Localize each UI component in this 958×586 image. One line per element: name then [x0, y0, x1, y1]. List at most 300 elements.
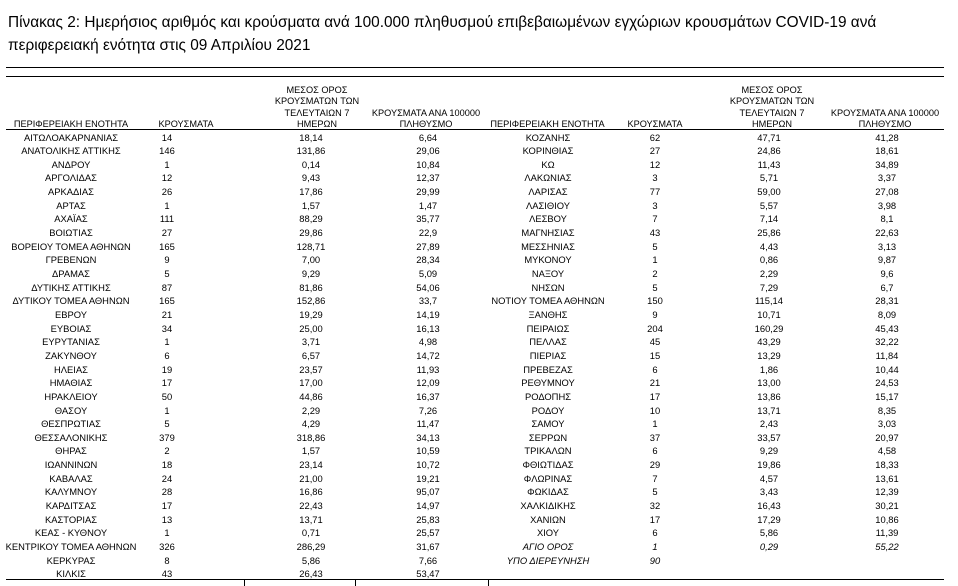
left-cell-unit: ΑΡΚΑΔΙΑΣ: [48, 186, 94, 198]
left-cell-per100k: 29,99: [416, 186, 440, 198]
right-cell-cases: 5: [652, 240, 658, 252]
right-cell-per100k: 3,03: [877, 418, 897, 430]
right-cell-unit: ΦΩΚΙΔΑΣ: [527, 486, 569, 498]
left-cell-per100k: 10,72: [416, 459, 440, 471]
left-cell-per100k: 35,77: [416, 213, 440, 225]
left-cell-cases: 17: [161, 500, 173, 512]
right-cell-per100k: 3,98: [877, 199, 897, 211]
left-cell-unit: ΑΧΑΪΑΣ: [54, 213, 88, 225]
right-table-row: [0, 294, 958, 308]
left-cell-per100k: 19,21: [416, 472, 440, 484]
left-header-cases: ΚΡΟΥΣΜΑΤΑ: [158, 118, 214, 129]
left-cell-avg: 81,86: [299, 281, 323, 293]
left-cell-avg: 131,86: [296, 145, 326, 157]
left-cell-unit: ΑΙΤΩΛΟΑΚΑΡΝΑΝΙΑΣ: [23, 131, 119, 143]
right-cell-avg: 24,86: [757, 145, 781, 157]
right-cell-unit: ΝΑΞΟΥ: [531, 268, 565, 279]
right-cell-unit: ΡΟΔΟΥ: [531, 404, 565, 416]
left-cell-avg: 17,86: [299, 186, 323, 198]
left-cell-unit: ΘΕΣΠΡΩΤΙΑΣ: [41, 418, 101, 430]
left-cell-per100k: 1,47: [418, 199, 438, 211]
right-cell-cases: 6: [652, 527, 658, 539]
right-cell-per100k: 11,39: [875, 527, 899, 539]
left-cell-unit: ΔΡΑΜΑΣ: [52, 268, 90, 279]
left-cell-avg: 7,00: [301, 254, 321, 266]
left-cell-avg: 286,29: [296, 541, 326, 552]
left-cell-cases: 13: [161, 513, 173, 525]
right-cell-per100k: 9,6: [880, 268, 894, 279]
right-table-row: [0, 349, 958, 363]
right-cell-cases: 62: [649, 131, 661, 143]
right-cell-per100k: 45,43: [875, 322, 899, 334]
left-cell-per100k: 4,98: [418, 336, 438, 348]
left-cell-cases: 24: [161, 472, 173, 484]
right-cell-per100k: 8,1: [880, 213, 894, 225]
right-cell-avg: 17,29: [757, 513, 781, 525]
left-cell-avg: 17,00: [299, 377, 323, 389]
left-cell-cases: 1: [164, 158, 170, 170]
right-cell-unit: ΡΟΔΟΠΗΣ: [524, 390, 572, 402]
column-divider: [244, 579, 245, 586]
right-cell-cases: 6: [652, 445, 658, 457]
right-cell-cases: 3: [652, 199, 658, 211]
right-cell-per100k: 6,7: [880, 281, 894, 293]
right-cell-avg: 5,86: [759, 527, 779, 539]
right-cell-per100k: 10,44: [875, 363, 899, 375]
right-cell-per100k: 3,13: [877, 240, 897, 252]
left-cell-unit: ΘΗΡΑΣ: [55, 445, 87, 457]
left-cell-avg: 23,57: [299, 363, 323, 375]
right-cell-cases: 43: [649, 227, 661, 239]
right-cell-unit: ΛΕΣΒΟΥ: [529, 213, 567, 225]
right-cell-avg: 7,29: [759, 281, 779, 293]
right-cell-unit: ΣΑΜΟΥ: [531, 418, 565, 430]
left-cell-unit: ΚΑΒΑΛΑΣ: [49, 472, 93, 484]
right-cell-cases: 1: [652, 541, 658, 552]
left-cell-per100k: 34,13: [416, 431, 440, 443]
left-cell-per100k: 25,83: [416, 513, 440, 525]
right-table-row: [0, 513, 958, 527]
left-cell-avg: 16,86: [299, 486, 323, 498]
left-cell-cases: 2: [164, 445, 170, 457]
left-cell-per100k: 54,06: [416, 281, 440, 293]
right-cell-unit: ΣΕΡΡΩΝ: [528, 431, 568, 443]
left-cell-avg: 25,00: [299, 322, 323, 334]
right-cell-avg: 1,86: [759, 363, 779, 375]
left-cell-unit: ΕΥΒΟΙΑΣ: [50, 322, 92, 334]
left-cell-cases: 50: [161, 390, 173, 402]
right-table-row: [0, 335, 958, 349]
left-cell-avg: 21,00: [299, 472, 323, 484]
left-cell-cases: 1: [164, 404, 170, 416]
left-cell-avg: 6,57: [301, 349, 321, 361]
left-cell-cases: 165: [159, 240, 175, 252]
left-cell-cases: 17: [161, 377, 173, 389]
left-cell-per100k: 27,89: [416, 240, 440, 252]
left-cell-avg: 23,14: [299, 459, 323, 471]
left-cell-avg: 5,86: [301, 554, 321, 566]
left-cell-avg: 22,43: [299, 500, 323, 512]
right-table-row: [0, 417, 958, 431]
right-cell-unit: ΜΑΓΝΗΣΙΑΣ: [521, 227, 575, 239]
right-cell-avg: 33,57: [757, 431, 781, 443]
right-cell-unit: ΤΡΙΚΑΛΩΝ: [524, 445, 572, 457]
right-cell-per100k: 9,87: [877, 254, 897, 266]
right-cell-per100k: 28,31: [875, 295, 899, 307]
left-cell-cases: 379: [159, 431, 175, 443]
right-cell-avg: 115,14: [755, 295, 783, 307]
left-cell-avg: 26,43: [299, 568, 323, 580]
right-cell-cases: 45: [649, 336, 661, 348]
right-cell-avg: 4,43: [759, 240, 779, 252]
right-cell-avg: 10,71: [757, 308, 781, 320]
left-cell-per100k: 22,9: [418, 227, 438, 239]
left-cell-cases: 43: [161, 568, 173, 580]
left-cell-cases: 14: [161, 131, 173, 143]
right-table-row: [0, 444, 958, 458]
right-cell-avg: 0,86: [759, 254, 779, 266]
left-cell-unit: ΗΡΑΚΛΕΙΟΥ: [44, 390, 98, 402]
right-header-avg: ΜΕΣΟΣ ΟΡΟΣ ΚΡΟΥΣΜΑΤΩΝ ΤΩΝ ΤΕΛΕΥΤΑΙΩΝ 7 ΗΜΕΡΩΝ: [729, 85, 815, 129]
column-divider: [355, 579, 356, 586]
left-cell-cases: 146: [159, 145, 175, 157]
right-cell-cases: 7: [652, 213, 658, 225]
left-cell-per100k: 14,72: [416, 349, 440, 361]
left-cell-cases: 27: [161, 227, 173, 239]
bottom-rule: [6, 579, 944, 580]
right-table-row: [0, 404, 958, 418]
left-cell-per100k: 16,13: [416, 322, 440, 334]
left-cell-unit: ΑΝΑΤΟΛΙΚΗΣ ΑΤΤΙΚΗΣ: [21, 145, 121, 157]
right-table-row: [0, 281, 958, 295]
table-title: Πίνακας 2: Ημερήσιος αριθμός και κρούσματα ανά 100.000 πληθυσμού επιβεβαιωμένων εγχώριων κρουσμάτων COVID-19 ανά περιφερειακή ενότητα στις 09 Απριλίου 2021: [8, 14, 877, 54]
left-cell-per100k: 14,19: [416, 308, 440, 320]
left-cell-avg: 1,57: [301, 199, 321, 211]
right-cell-avg: 13,29: [757, 349, 781, 361]
right-cell-per100k: 13,61: [875, 472, 899, 484]
right-cell-unit: ΦΘΙΩΤΙΔΑΣ: [522, 459, 574, 471]
right-cell-unit: ΜΕΣΣΗΝΙΑΣ: [521, 240, 575, 252]
right-cell-unit: ΠΕΛΛΑΣ: [529, 336, 567, 348]
right-cell-unit: ΛΑΡΙΣΑΣ: [528, 186, 568, 198]
left-header-unit: ΠΕΡΙΦΕΡΕΙΑΚΗ ΕΝΟΤΗΤΑ: [13, 118, 129, 129]
left-header-per100k: ΚΡΟΥΣΜΑΤΑ ΑΝΑ 100000 ΠΛΗΘΥΣΜΟ: [371, 107, 481, 129]
left-cell-cases: 5: [164, 268, 170, 279]
right-cell-cases: 150: [647, 295, 663, 307]
left-cell-unit: ΘΑΣΟΥ: [54, 404, 88, 416]
right-cell-avg: 13,00: [757, 377, 781, 389]
right-cell-per100k: 3,37: [877, 172, 897, 184]
right-cell-cases: 9: [652, 308, 658, 320]
left-cell-cases: 111: [159, 213, 175, 225]
right-cell-unit: ΠΡΕΒΕΖΑΣ: [523, 363, 573, 375]
right-cell-avg: 7,14: [759, 213, 779, 225]
right-cell-per100k: 10,86: [875, 513, 899, 525]
left-cell-per100k: 6,64: [418, 131, 438, 143]
right-cell-avg: 43,29: [757, 336, 781, 348]
right-cell-avg: 160,29: [754, 322, 784, 334]
left-cell-avg: 2,29: [301, 404, 321, 416]
right-cell-cases: 10: [649, 404, 661, 416]
left-cell-cases: 326: [159, 541, 175, 552]
right-table-row: [0, 199, 958, 213]
left-cell-per100k: 11,93: [416, 363, 440, 375]
left-cell-unit: ΕΥΡΥΤΑΝΙΑΣ: [42, 336, 100, 348]
left-cell-unit: ΚΕΑΣ - ΚΥΘΝΟΥ: [34, 527, 108, 539]
left-cell-unit: ΚΕΡΚΥΡΑΣ: [46, 554, 96, 566]
left-cell-avg: 318,86: [296, 431, 326, 443]
right-cell-cases: 15: [649, 349, 661, 361]
right-cell-unit: ΠΕΙΡΑΙΩΣ: [526, 322, 570, 334]
left-cell-avg: 9,43: [301, 172, 321, 184]
right-header-per100k: ΚΡΟΥΣΜΑΤΑ ΑΝΑ 100000 ΠΛΗΘΥΣΜΟ: [830, 107, 940, 129]
right-cell-per100k: 8,09: [877, 308, 897, 320]
left-cell-avg: 19,29: [299, 308, 323, 320]
right-table-row: [0, 308, 958, 322]
left-cell-unit: ΚΙΛΚΙΣ: [56, 568, 86, 580]
right-header-unit: ΠΕΡΙΦΕΡΕΙΑΚΗ ΕΝΟΤΗΤΑ: [490, 118, 605, 129]
right-table-row: [0, 185, 958, 199]
left-cell-cases: 34: [161, 322, 173, 334]
right-table-row: [0, 267, 958, 281]
right-table-row: [0, 363, 958, 377]
left-cell-cases: 87: [161, 281, 173, 293]
right-cell-avg: 25,86: [757, 227, 781, 239]
right-cell-avg: 11,43: [757, 158, 781, 170]
right-table-row: [0, 322, 958, 336]
right-cell-unit: ΑΓΙΟ ΟΡΟΣ: [522, 541, 574, 552]
left-cell-avg: 0,14: [301, 158, 321, 170]
left-cell-cases: 9: [164, 254, 170, 266]
right-cell-per100k: 18,33: [875, 459, 899, 471]
left-cell-unit: ΔΥΤΙΚΗΣ ΑΤΤΙΚΗΣ: [31, 281, 111, 293]
left-cell-per100k: 7,66: [418, 554, 438, 566]
right-cell-per100k: 41,28: [875, 131, 899, 143]
left-cell-unit: ΚΑΣΤΟΡΙΑΣ: [44, 513, 98, 525]
right-cell-avg: 2,43: [759, 418, 779, 430]
left-cell-cases: 6: [164, 349, 170, 361]
right-cell-per100k: 15,17: [875, 390, 899, 402]
left-cell-avg: 0,71: [301, 527, 321, 539]
right-cell-cases: 1: [652, 254, 658, 266]
left-cell-per100k: 95,07: [416, 486, 440, 498]
right-cell-avg: 4,57: [759, 472, 779, 484]
right-table-row: [0, 171, 958, 185]
right-cell-avg: 59,00: [757, 186, 781, 198]
right-cell-cases: 77: [649, 186, 661, 198]
left-cell-per100k: 10,84: [416, 158, 440, 170]
right-cell-unit: ΚΟΖΑΝΗΣ: [525, 131, 571, 143]
right-cell-cases: 17: [649, 513, 661, 525]
right-cell-cases: 6: [652, 363, 658, 375]
right-cell-avg: 2,29: [759, 268, 779, 279]
right-table-row: [0, 499, 958, 513]
right-table-row: [0, 253, 958, 267]
right-cell-avg: 47,71: [757, 131, 781, 143]
left-cell-avg: 13,71: [299, 513, 323, 525]
right-cell-cases: 2: [652, 268, 658, 279]
left-cell-unit: ΓΡΕΒΕΝΩΝ: [45, 254, 97, 266]
right-table-row: [0, 212, 958, 226]
left-cell-unit: ΔΥΤΙΚΟΥ ΤΟΜΕΑ ΑΘΗΝΩΝ: [12, 295, 130, 307]
left-cell-cases: 1: [164, 527, 170, 539]
right-cell-unit: ΧΑΝΙΩΝ: [530, 513, 566, 525]
left-cell-unit: ΚΑΡΔΙΤΣΑΣ: [45, 500, 97, 512]
left-cell-unit: ΗΛΕΙΑΣ: [54, 363, 88, 375]
left-cell-cases: 19: [161, 363, 173, 375]
right-table-row: [0, 431, 958, 445]
right-cell-avg: 5,71: [759, 172, 779, 184]
right-cell-cases: 29: [649, 459, 661, 471]
right-cell-cases: 17: [649, 390, 661, 402]
right-cell-per100k: 34,89: [875, 158, 899, 170]
left-cell-per100k: 10,59: [416, 445, 440, 457]
right-cell-per100k: 20,97: [875, 431, 899, 443]
right-cell-cases: 27: [649, 145, 661, 157]
right-cell-unit: ΧΑΛΚΙΔΙΚΗΣ: [520, 500, 576, 512]
right-cell-per100k: 22,63: [875, 227, 899, 239]
right-cell-unit: ΞΑΝΘΗΣ: [528, 308, 568, 320]
right-header-cases: ΚΡΟΥΣΜΑΤΑ: [627, 118, 683, 129]
right-cell-unit: ΥΠΟ ΔΙΕΡΕΥΝΗΣΗ: [506, 554, 590, 566]
right-table-row: [0, 376, 958, 390]
left-cell-avg: 44,86: [299, 390, 323, 402]
left-cell-avg: 128,71: [296, 240, 326, 252]
left-cell-unit: ΖΑΚΥΝΘΟΥ: [45, 349, 97, 361]
right-cell-avg: 16,43: [757, 500, 781, 512]
left-cell-cases: 26: [161, 186, 173, 198]
right-table-row: [0, 226, 958, 240]
left-cell-avg: 9,29: [301, 268, 321, 279]
left-cell-cases: 12: [161, 172, 173, 184]
left-cell-per100k: 53,47: [416, 568, 440, 580]
right-cell-avg: 9,29: [759, 445, 779, 457]
left-cell-cases: 165: [159, 295, 175, 307]
left-cell-unit: ΑΡΤΑΣ: [56, 199, 86, 211]
right-cell-per100k: 55,22: [875, 541, 899, 552]
right-cell-unit: ΦΛΩΡΙΝΑΣ: [523, 472, 573, 484]
left-cell-cases: 8: [164, 554, 170, 566]
right-cell-per100k: 11,84: [875, 349, 899, 361]
right-table-row: [0, 458, 958, 472]
left-cell-unit: ΑΡΓΟΛΙΔΑΣ: [45, 172, 97, 184]
left-cell-per100k: 7,26: [418, 404, 438, 416]
right-cell-per100k: 27,08: [875, 186, 899, 198]
right-cell-avg: 0,29: [759, 541, 779, 552]
right-cell-cases: 3: [652, 172, 658, 184]
left-cell-per100k: 31,67: [416, 541, 440, 552]
left-cell-avg: 1,57: [301, 445, 321, 457]
right-cell-unit: ΛΑΚΩΝΙΑΣ: [524, 172, 572, 184]
left-cell-per100k: 12,09: [416, 377, 440, 389]
right-cell-avg: 13,71: [757, 404, 781, 416]
right-cell-unit: ΚΟΡΙΝΘΙΑΣ: [522, 145, 574, 157]
left-cell-per100k: 12,37: [416, 172, 440, 184]
right-cell-avg: 13,86: [757, 390, 781, 402]
right-table-row: [0, 554, 958, 568]
right-cell-cases: 1: [652, 418, 658, 430]
right-cell-per100k: 4,58: [877, 445, 897, 457]
right-cell-unit: ΠΙΕΡΙΑΣ: [529, 349, 567, 361]
right-cell-unit: ΝΗΣΩΝ: [531, 281, 565, 293]
left-cell-avg: 29,86: [299, 227, 323, 239]
right-cell-unit: ΝΟΤΙΟΥ ΤΟΜΕΑ ΑΘΗΝΩΝ: [491, 295, 605, 307]
right-cell-per100k: 12,39: [875, 486, 899, 498]
header-top-rule: [6, 76, 944, 77]
right-cell-per100k: 8,35: [877, 404, 897, 416]
left-cell-per100k: 25,57: [416, 527, 440, 539]
right-table-row: [0, 390, 958, 404]
right-cell-avg: 5,57: [759, 199, 779, 211]
right-table-row: [0, 240, 958, 254]
right-cell-cases: 21: [649, 377, 661, 389]
right-table-row: [0, 526, 958, 540]
right-table-row: [0, 485, 958, 499]
left-cell-unit: ΒΟΙΩΤΙΑΣ: [49, 227, 93, 239]
left-cell-per100k: 14,97: [416, 500, 440, 512]
right-cell-per100k: 18,61: [875, 145, 899, 157]
left-cell-per100k: 29,06: [416, 145, 440, 157]
right-table-row: [0, 144, 958, 158]
right-cell-cases: 5: [652, 486, 658, 498]
left-cell-per100k: 28,34: [416, 254, 440, 266]
right-cell-cases: 37: [649, 431, 661, 443]
right-cell-avg: 3,43: [759, 486, 779, 498]
left-cell-cases: 5: [164, 418, 170, 430]
left-cell-cases: 1: [164, 336, 170, 348]
right-cell-cases: 90: [649, 554, 661, 566]
left-header-avg: ΜΕΣΟΣ ΟΡΟΣ ΚΡΟΥΣΜΑΤΩΝ ΤΩΝ ΤΕΛΕΥΤΑΙΩΝ 7 ΗΜΕΡΩΝ: [274, 85, 360, 129]
top-rule: [6, 67, 944, 68]
right-cell-unit: ΧΙΟΥ: [536, 527, 560, 539]
right-cell-cases: 5: [652, 281, 658, 293]
left-cell-cases: 28: [161, 486, 173, 498]
left-cell-unit: ΙΩΑΝΝΙΝΩΝ: [44, 459, 98, 471]
left-cell-avg: 4,29: [301, 418, 321, 430]
left-cell-unit: ΚΕΝΤΡΙΚΟΥ ΤΟΜΕΑ ΑΘΗΝΩΝ: [5, 541, 137, 552]
right-table-row: [0, 472, 958, 486]
left-cell-per100k: 33,7: [418, 295, 438, 307]
right-cell-per100k: 24,53: [875, 377, 899, 389]
left-cell-unit: ΚΑΛΥΜΝΟΥ: [44, 486, 98, 498]
right-cell-unit: ΜΥΚΟΝΟΥ: [524, 254, 572, 266]
left-cell-per100k: 16,37: [416, 390, 440, 402]
left-cell-cases: 1: [164, 199, 170, 211]
right-table-row: [0, 540, 958, 554]
right-cell-cases: 32: [649, 500, 661, 512]
right-table-row: [0, 158, 958, 172]
left-cell-per100k: 11,47: [416, 418, 440, 430]
left-cell-unit: ΑΝΔΡΟΥ: [51, 158, 91, 170]
right-cell-per100k: 32,22: [875, 336, 899, 348]
right-cell-unit: ΡΕΘΥΜΝΟΥ: [521, 377, 575, 389]
left-cell-unit: ΒΟΡΕΙΟΥ ΤΟΜΕΑ ΑΘΗΝΩΝ: [11, 240, 131, 252]
left-cell-unit: ΘΕΣΣΑΛΟΝΙΚΗΣ: [34, 431, 108, 443]
left-cell-per100k: 5,09: [418, 268, 438, 279]
right-cell-cases: 12: [649, 158, 661, 170]
right-table-row: [0, 131, 958, 145]
left-cell-avg: 3,71: [301, 336, 321, 348]
left-cell-unit: ΗΜΑΘΙΑΣ: [49, 377, 93, 389]
right-cell-unit: ΚΩ: [541, 158, 555, 170]
left-cell-avg: 88,29: [299, 213, 323, 225]
left-cell-cases: 21: [161, 308, 173, 320]
right-cell-per100k: 30,21: [875, 500, 899, 512]
left-cell-avg: 152,86: [296, 295, 326, 307]
right-cell-cases: 204: [647, 322, 663, 334]
left-cell-cases: 18: [161, 459, 173, 471]
right-cell-cases: 7: [652, 472, 658, 484]
